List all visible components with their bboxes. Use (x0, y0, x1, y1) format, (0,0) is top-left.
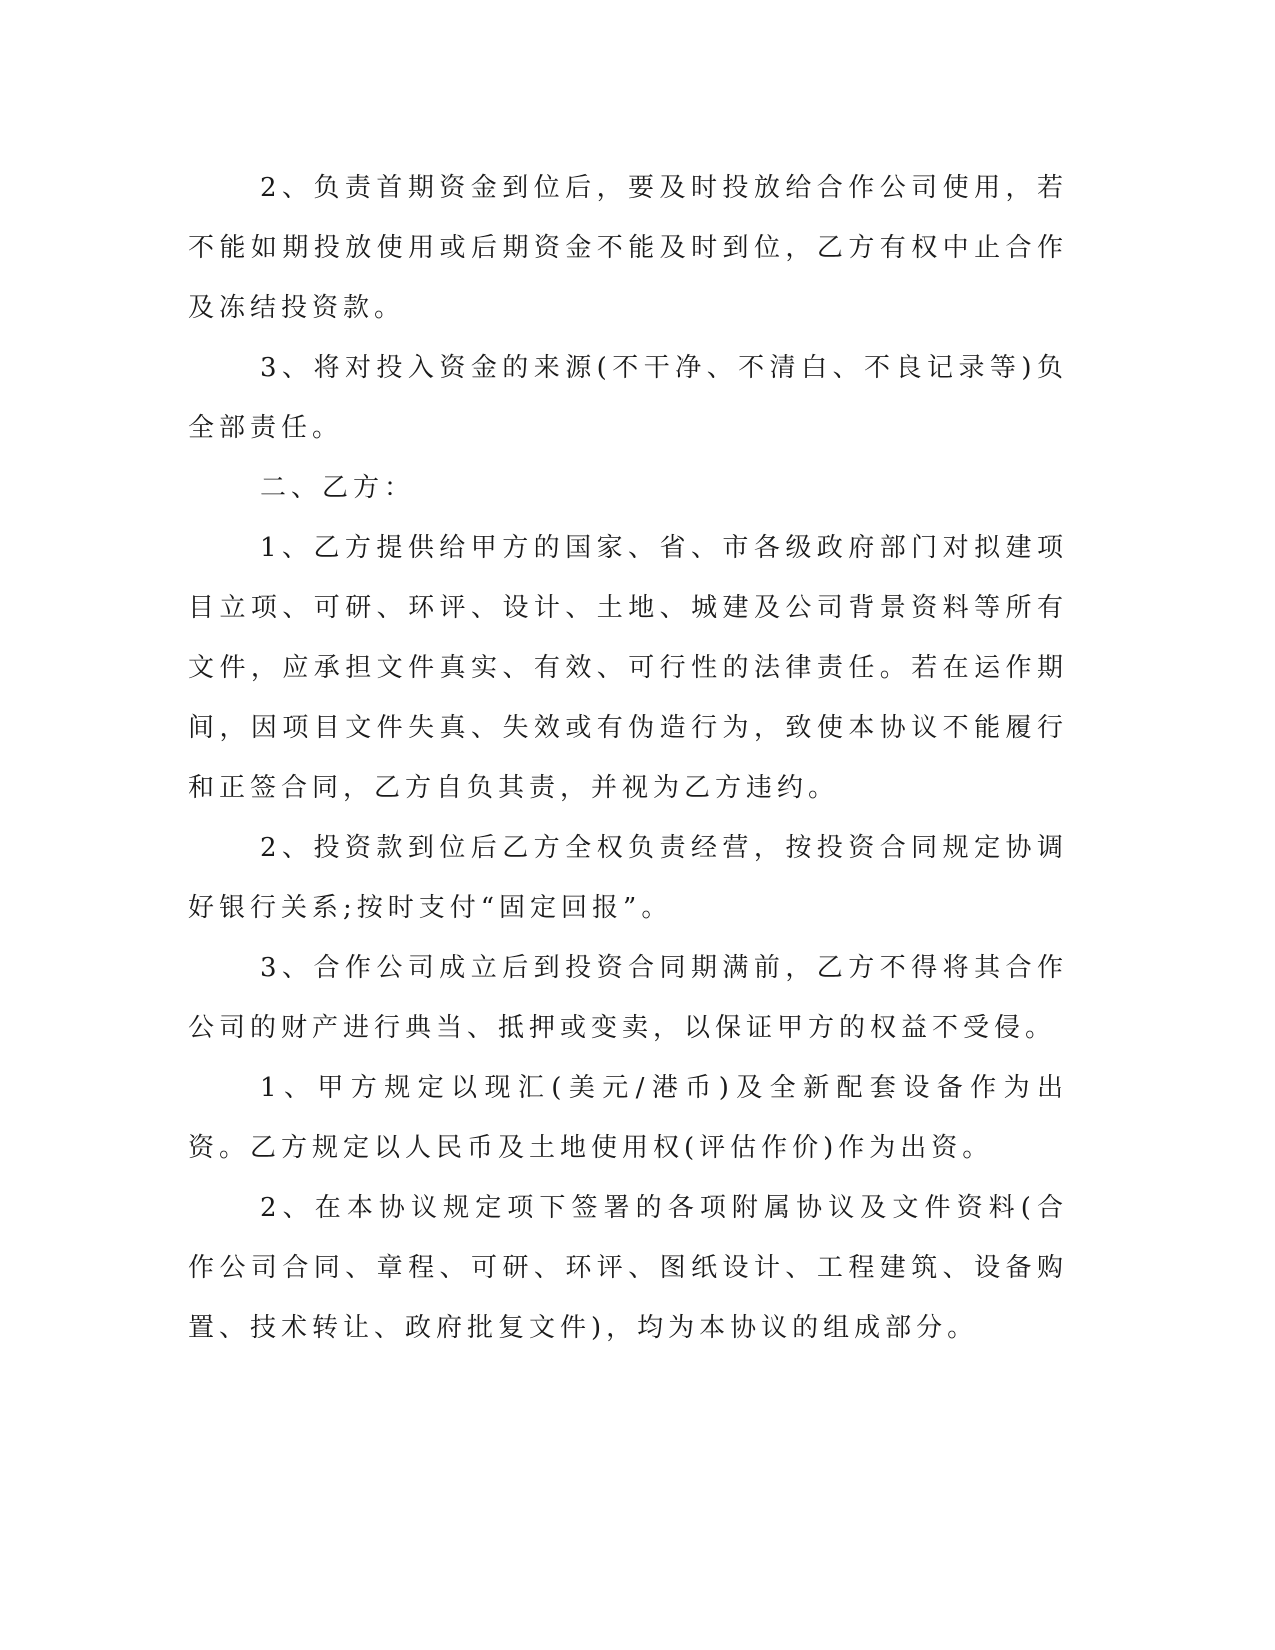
paragraph-party-a-clause-3: 3、将对投入资金的来源(不干净、不清白、不良记录等)负全部责任。 (188, 353, 1068, 443)
section-heading-party-b: 二、乙方： (260, 473, 416, 503)
document-body (188, 158, 1068, 1358)
paragraph-party-b-clause-3: 3、合作公司成立后到投资合同期满前，乙方不得将其合作公司的财产进行典当、抵押或变卖，以保证甲方的权益不受侵。 (188, 953, 1068, 1043)
paragraph-contribution-clause-1: 1、甲方规定以现汇(美元/港币)及全新配套设备作为出资。乙方规定以人民币及土地使用权(评估作价)作为出资。 (188, 1073, 1068, 1163)
paragraph-party-b-clause-2: 2、投资款到位后乙方全权负责经营，按投资合同规定协调好银行关系;按时支付“固定回报”。 (188, 833, 1068, 923)
paragraph-party-a-clause-2: 2、负责首期资金到位后，要及时投放给合作公司使用，若不能如期投放使用或后期资金不能及时到位，乙方有权中止合作及冻结投资款。 (188, 173, 1068, 323)
paragraph-contribution-clause-2: 2、在本协议规定项下签署的各项附属协议及文件资料(合作公司合同、章程、可研、环评、图纸设计、工程建筑、设备购置、技术转让、政府批复文件)，均为本协议的组成部分。 (188, 1193, 1068, 1343)
paragraph-party-b-clause-1: 1、乙方提供给甲方的国家、省、市各级政府部门对拟建项目立项、可研、环评、设计、土地、城建及公司背景资料等所有文件，应承担文件真实、有效、可行性的法律责任。若在运作期间，因项目文件失真、失效或有伪造行为，致使本协议不能履行和正签合同，乙方自负其责，并视为乙方违约。 (188, 533, 1068, 803)
